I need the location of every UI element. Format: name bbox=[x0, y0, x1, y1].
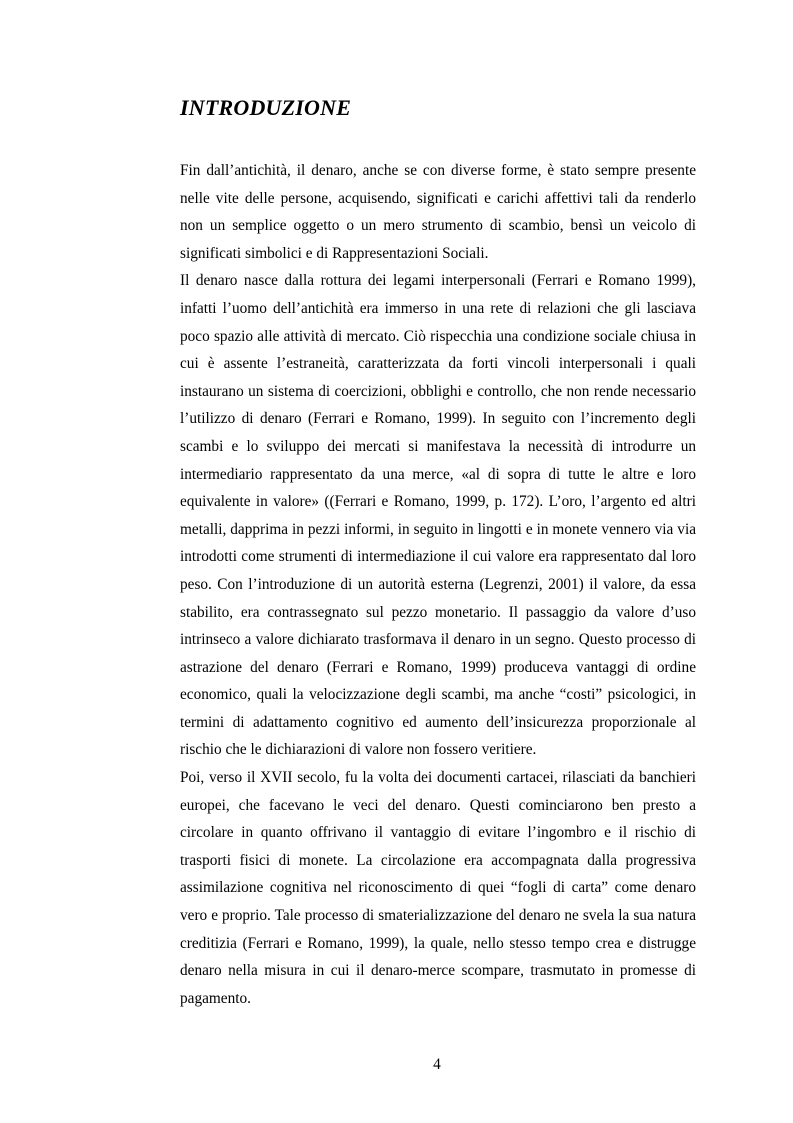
paragraph-2: Il denaro nasce dalla rottura dei legami interpersonali (Ferrari e Romano 1999), infatti l’uomo dell’antichità era immerso in una rete di relazioni che gli lasciava poco spazio alle attività di mercato. Ciò rispecchia una condizione sociale chiusa in cui è assente l’estraneità, caratterizzata da forti vincoli interpersonali i quali instaurano un sistema di coercizioni, obblighi e controllo, che non rende necessario l’utilizzo di denaro (Ferrari e Romano, 1999). In seguito con l’incremento degli scambi e lo sviluppo dei mercati si manifestava la necessità di introdurre un intermediario rappresentato da una merce, «al di sopra di tutte le altre e loro equivalente in valore» ((Ferrari e Romano, 1999, p. 172). L’oro, l’argento ed altri metalli, dapprima in pezzi informi, in seguito in lingotti e in monete vennero via via introdotti come strumenti di intermediazione il cui valore era rappresentato dal loro peso. Con l’introduzione di un autorità esterna (Legrenzi, 2001) il valore, da essa stabilito, era contrassegnato sul pezzo monetario. Il passaggio da valore d’uso intrinseco a valore dichiarato trasformava il denaro in un segno. Questo processo di astrazione del denaro (Ferrari e Romano, 1999) produceva vantaggi di ordine economico, quali la velocizzazione degli scambi, ma anche “costi” psicologici, in termini di adattamento cognitivo ed aumento dell’insicurezza proporzionale al rischio che le dichiarazioni di valore non fossero veritiere. bbox=[180, 272, 696, 759]
page-number: 4 bbox=[433, 1056, 441, 1073]
body-text bbox=[180, 157, 696, 1012]
section-heading: INTRODUZIONE bbox=[180, 95, 352, 120]
paragraph-3: Poi, verso il XVII secolo, fu la volta dei documenti cartacei, rilasciati da banchieri europei, che facevano le veci del denaro. Questi cominciarono ben presto a circolare in quanto offrivano il vantaggio di evitare l’ingombro e il rischio di trasporti fisici di monete. La circolazione era accompagnata dalla progressiva assimilazione cognitiva nel riconoscimento di quei “fogli di carta” come denaro vero e proprio. Tale processo di smaterializzazione del denaro ne svela la sua natura creditizia (Ferrari e Romano, 1999), la quale, nello stesso tempo crea e distrugge denaro nella misura in cui il denaro-merce scompare, trasmutato in promesse di pagamento. bbox=[180, 769, 696, 1007]
paragraph-1: Fin dall’antichità, il denaro, anche se con diverse forme, è stato sempre presente nelle vite delle persone, acquisendo, significati e carichi affettivi tali da renderlo non un semplice oggetto o un mero strumento di scambio, bensì un veicolo di significati simbolici e di Rappresentazioni Sociali. bbox=[180, 162, 696, 262]
